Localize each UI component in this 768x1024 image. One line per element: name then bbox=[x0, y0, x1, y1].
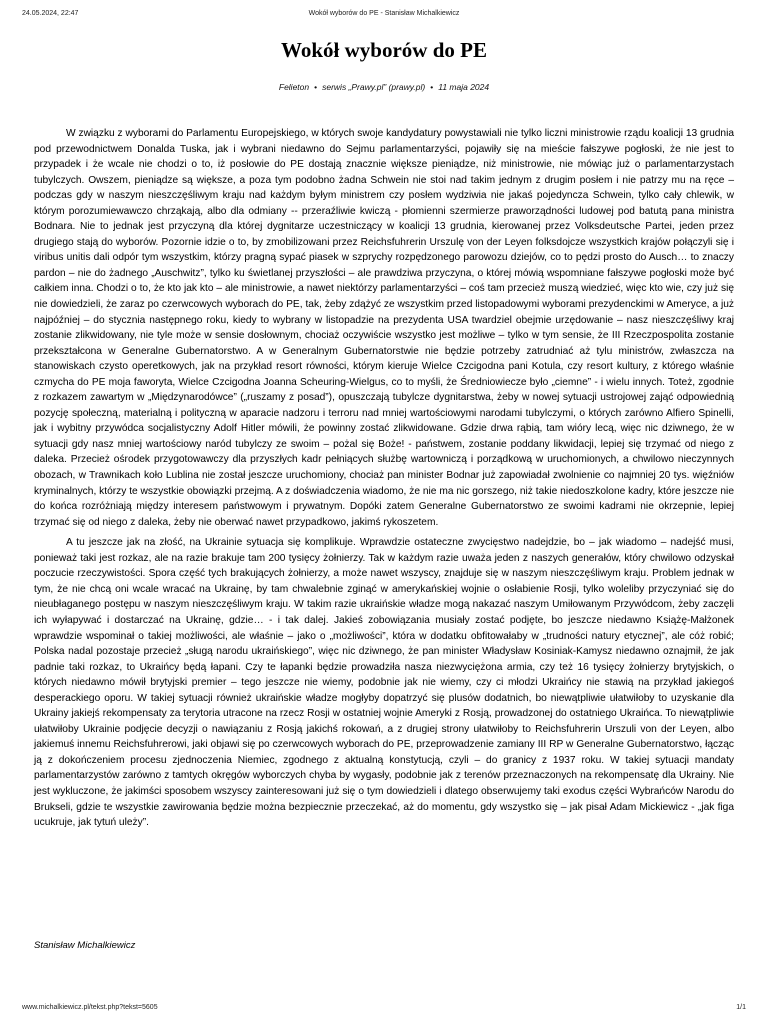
print-url: www.michalkiewicz.pl/tekst.php?tekst=5605 bbox=[22, 1004, 158, 1011]
article-body bbox=[34, 126, 734, 836]
print-document-title: Wokół wyborów do PE - Stanisław Michalkiewicz bbox=[308, 10, 460, 17]
article-author: Stanisław Michalkiewicz bbox=[34, 940, 136, 951]
article-source: serwis „Prawy.pl” (prawy.pl) bbox=[322, 82, 426, 92]
print-datetime: 24.05.2024, 22:47 bbox=[22, 10, 79, 17]
article-title: Wokół wyborów do PE bbox=[281, 38, 487, 62]
article-meta bbox=[0, 82, 768, 92]
meta-separator: • bbox=[430, 82, 434, 92]
print-page-number: 1/1 bbox=[736, 1004, 746, 1011]
article-category: Felieton bbox=[278, 82, 310, 92]
print-header bbox=[22, 10, 746, 22]
article-date: 11 maja 2024 bbox=[438, 82, 490, 92]
article-paragraph: A tu jeszcze jak na złość, na Ukrainie sytuacja się komplikuje. Wprawdzie ostateczne zwycięstwo nadejdzie, bo – jak wiadomo – nadejść musi, ponieważ taki jest rozkaz, ale na razie brakuje tam 200 tysięcy żołnierzy. Tak w każdym razie uważa jeden z naszych generałów, który chwilowo odzyskał poczucie rzeczywistości. Spora część tych brakujących żołnierzy, a może nawet wszyscy, znajduje się w naszym nieszczęśliwym kraju. Problem jednak w tym, że nie chcą oni wcale wracać na Ukrainę, by tam chwalebnie zginąć w amerykańskiej wojnie o osłabienie Rosji, tylko woleliby przyczyniać się do nieubłaganego postępu w naszym nieszczęśliwym kraju. W takim razie ukraińskie władze mogą nakazać naszym Umiłowanym Przywódcom, żeby zaczęli ich wyłapywać i dostarczać na Ukrainę, gdzie… - i tak dalej. Jakieś zobowiązania musiały zostać podjęte, bo jeszcze niedawno Książę-Małżonek wprawdzie wspominał o takiej możliwości, ale właśnie – jako o „możliwości”, która w dodatku obfitowałaby w „trudności natury etycznej”, ale cóż robić; Polska nadal pozostaje przecież „sługą narodu ukraińskiego”, więc nic dziwnego, że pan minister Władysław Kosiniak-Kamysz niedawno oznajmił, że jak padnie taki rozkaz, to Ukraińcy będą łapani. Czy te łapanki będzie prowadziła nasza niezwyciężona armia, czy też 16 tysięcy żołnierzy brytyjskich, o których niedawno mówił brytyjski premier – tego jeszcze nie wiemy, podobnie jak nie wiemy, czy ci młodzi Ukraińcy nie stawią na przykład jakiegoś desperackiego oporu. W takiej sytuacji również ukraińskie władze mogłyby dopatrzyć się plusów dodatnich, bo niewątpliwie ułatwiłoby to uzyskanie dla Ukrainy jakiejś rekompensaty za terytoria utracone na rzecz Rosji w ostatniej wojnie Ameryki z Rosją, prowadzonej do ostatniego Ukraińca. To niewątpliwie ułatwiłoby Ukrainie podjęcie decyzji o nawiązaniu z Rosją jakichś rokowań, a z drugiej strony ułatwiłoby to Reichsfuhrerin Urszuli von der Leyen, albo jakiemuś innemu Reichsfuhrerowi, jaki objawi się po czerwcowych wyborach do PE, przeprowadzenie zamiany III RP w Generalne Gubernatorstwo, łącząc ją z dokończeniem procesu zjednoczenia Niemiec, zgodnego z aktualną konstytucją, czyli – do granicy z 1937 roku. W takiej sytuacji mandaty parlamentarzystów zarówno z tamtych okręgów wyborczych chyba by wygasły, podobnie jak z terenów przeznaczonych na rekompensatę dla Ukrainy. Nie jest wykluczone, że jakimści sposobem wszyscy zainteresowani już się o tym dowiedzieli i dlatego obserwujemy taki exodus części Wybrańców Narodu do Brukseli, gdzie te wszystkie zawirowania będzie można bezpiecznie przeczekać, aż do momentu, gdy wszystko się – jak pisał Adam Mickiewicz - „jak figa ucukruje, jak tytuń uleży”. bbox=[34, 537, 734, 829]
meta-separator: • bbox=[314, 82, 318, 92]
print-footer bbox=[22, 1004, 746, 1014]
article-paragraph: W związku z wyborami do Parlamentu Europejskiego, w których swoje kandydatury powystawiali nie tylko liczni ministrowie rządu koalicji 13 grudnia pod przewodnictwem Donalda Tuska, jak i wybrani niedawno do Sejmu parlamentarzyści, pojawiły się na mieście fałszywe pogłoski, że nie jest to przypadek i że wcale nie chodzi o to, iż posłowie do PE dostają znacznie większe pieniądze, niż ministrowie, nie mówiąc już o parlamentarzystach tubylczych. Owszem, pieniądze są większe, a poza tym podobno żadna Schwein nie stoi nad takim jednym z drugim posłem i nie patrzy mu na ręce – podczas gdy w naszym nieszczęśliwym kraju nad każdym byłym ministrem czy posłem wydziwia nie jakaś pojedyncza Schwein, tylko cały chlewik, w którym porozumiewawczo chrząkają, albo dla odmiany -- przeraźliwie kwiczą - płomienni szermierze praworządności ludowej pod batutą pana ministra Bodnara. Nie to jednak jest przyczyną dla której dygnitarze uczestniczący w koalicji 13 grudnia, kierowanej przez Volksdeutsche Partei, jeden przez drugiego stają do wyborów. Pozornie idzie o to, by zmobilizowani przez Reichsfuhrerin Urszulę von der Leyen folksdojcze wszystkich krajów połączyli się i viribus unitis dali odpór tym wszystkim, którzy pragną sypać piasek w szprychy rozpędzonego parowozu dziejów, co to pędzi prosto do Ausch… to znaczy pardon – nie do żadnego „Auschwitz”, tylko ku świetlanej przyszłości – ale prawdziwa przyczyna, o której mówią wspomniane fałszywe pogłoski może być całkiem inna. Chodzi o to, że kto jak kto – ale ministrowie, a nawet niektórzy parlamentarzyści – coś tam przecież muszą wiedzieć, więc kto wie, czy już się nie dowiedzieli, że zaraz po czerwcowych wyborach do PE, tak, żeby zdążyć ze wszystkim przed listopadowymi wyborami prezydenckimi w Ameryce, a już najpóźniej – do stycznia następnego roku, kiedy to wybrany w listopadzie na prezydenta USA twardziel obejmie urzędowanie – nasz nieszczęśliwy kraj zostanie zlikwidowany, nie tyle może w sensie dosłownym, chociaż oczywiście wszystko jest możliwe – tylko w tym sensie, że III Rzeczpospolita zostanie przekształcona w Generalne Gubernatorstwo. A w Generalnym Gubernatorstwie nie będzie potrzeby zatrudniać aż tylu ministrów, zwłaszcza na stanowiskach czysto operetkowych, jak na przykład resort równości, którym kieruje Wielce Czcigodna pani Kotula, czy resort kultury, z którego właśnie czmycha do PE moja faworyta, Wielce Czcigodna Joanna Scheuring-Wielgus, co to myśli, że Średniowiecze było „ciemne” - i wielu innych. Toteż, zgodnie z rozkazem zawartym w „Międzynarodówce” („ruszamy z posad”), opuszczają tubylcze dygnitarstwa, żeby w nowej sytuacji ustrojowej zająć odpowiednią pozycję społeczną, materialną i polityczną w aparacie nadzoru i terroru nad mniej wartościowymi narodami tubylczymi, o których zarówno Alfiero Spinelli, jak i wybitny przywódca socjalistyczny Adolf Hitler mówili, że powinny zostać zlikwidowane. Gdzie drwa rąbią, tam wióry lecą, więc nic dziwnego, że w sytuacji gdy nasz mniej wartościowy naród tubylczy ze swoim – pożal się Boże! - państwem, zostanie poddany likwidacji, lepiej się trzymać od niego z daleka. Przecież ośrodek przygotowawczy dla przyszłych kadr pełniących służbę wartowniczą i porządkową w uruchomionych, a chwilowo nieczynnych obozach, w Trawnikach koło Lublina nie został jeszcze uruchomiony, chociaż pan minister Bodnar już zapowiadał zwolnienie co najmniej 20 tys. więźniów kryminalnych, którzy te wszystkie obowiązki przejmą. A z doświadczenia wiadomo, że nie ma nic gorszego, niż takie niedoszkolone kadry, które jeszcze nie do końca rozróżniają między interesem państwowym i prywatnym. Dopóki zatem Generalne Gubernatorstwo ze swoimi kadrami nie okrzepnie, lepiej trzymać się od niego z daleka, żeby nie oberwać nawet przypadkowo, jakimś rykoszetem. bbox=[34, 128, 734, 528]
